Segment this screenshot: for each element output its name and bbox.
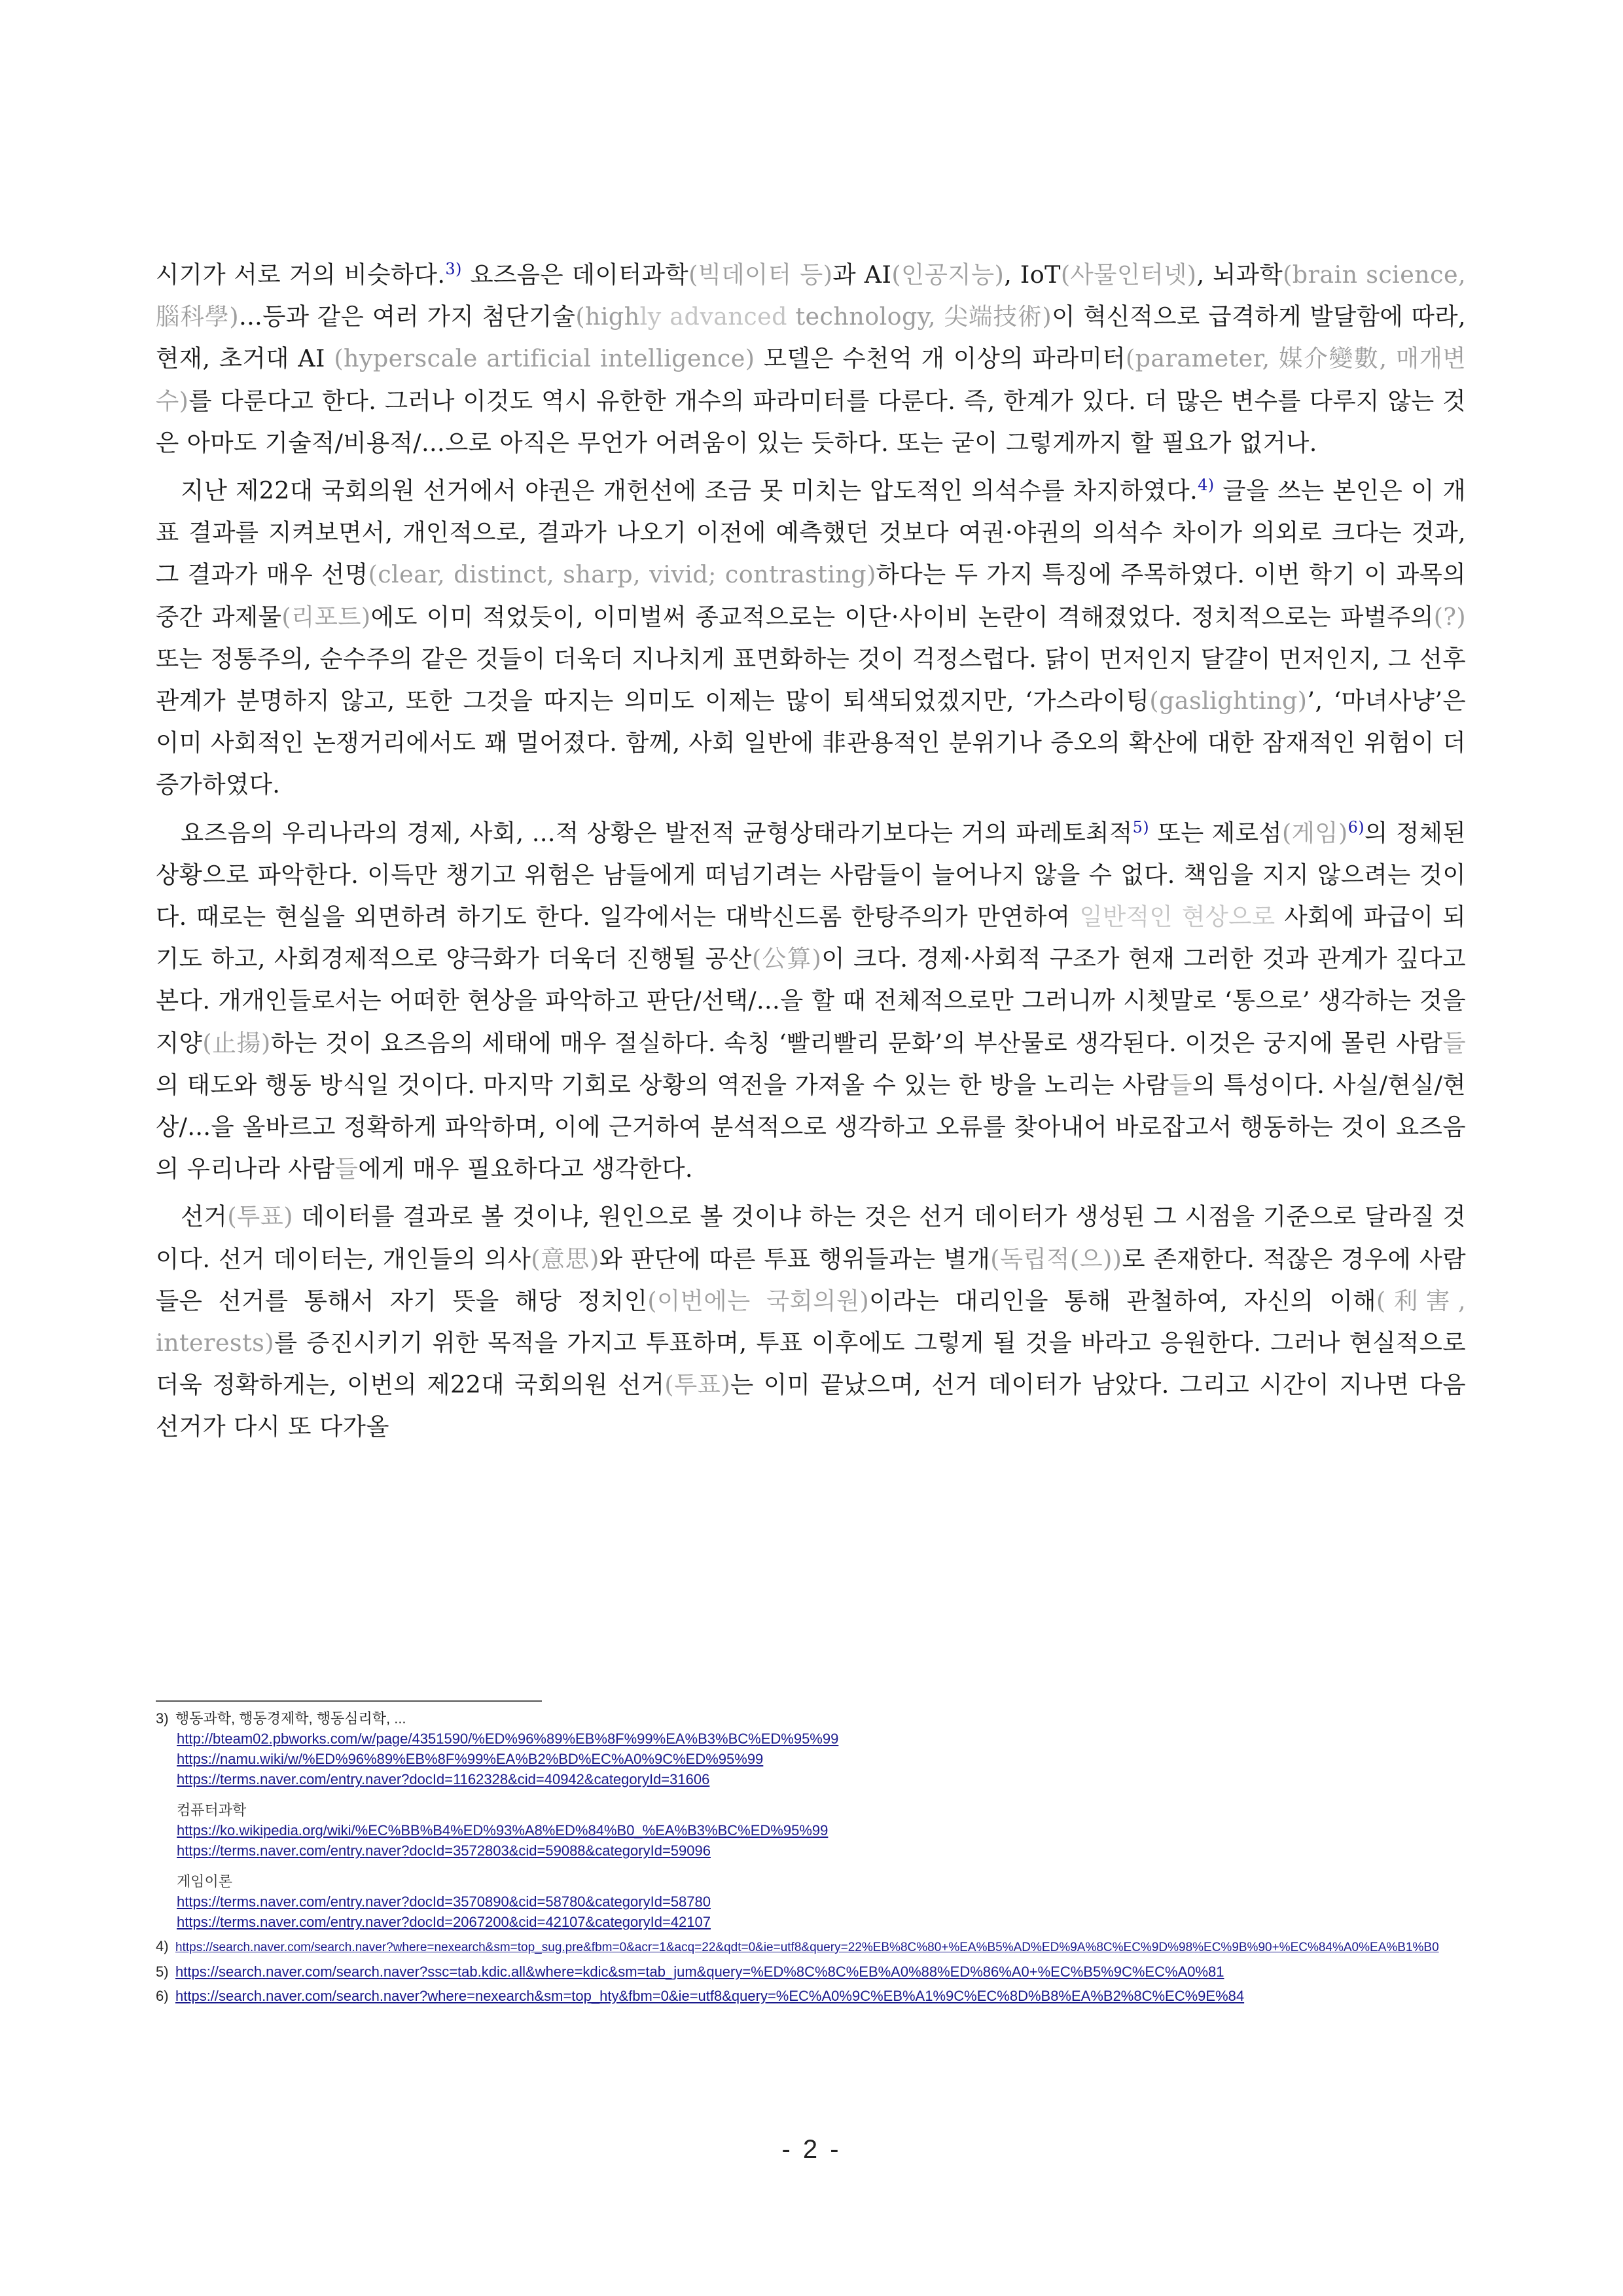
body-text-run: ...등과 같은 여러 가지 첨단기술 (239, 302, 576, 331)
footnote-subheading: 게임이론 (177, 1873, 233, 1890)
footnote-number: 4) (156, 1938, 169, 1954)
body-text-run: 의 특성이다. 사실/현실/현상/...을 올바르고 정확하게 파악하며, 이에 근거하여 분석적으로 생각하고 오류를 찾아내어 바로잡고서 행동하는 것이 요즈음의 우리나라 사람 (156, 1070, 1466, 1183)
annotation-text: (gaslighting) (1149, 687, 1308, 715)
annotation-text: (止揚) (202, 1028, 271, 1057)
body-text-run: 요즈음의 우리나라의 경제, 사회, ...적 상황은 발전적 균형상태라기보다는 거의 파레토최적 (181, 818, 1133, 847)
footnote-number: 5) (156, 1964, 169, 1980)
annotation-text: (투표) (664, 1371, 730, 1399)
footnotes (156, 1708, 1466, 2010)
footnote-reference: 5) (1132, 817, 1150, 836)
footnote-link[interactable]: https://search.naver.com/search.naver?where=nexearch&sm=top_hty&fbm=0&ie=utf8&query=%EC%A0%9C%EB%A1%9C%EC%8D%B8%EA%B2%8C%EC%9E%84 (175, 1988, 1245, 2004)
body-text-run: 하는 것이 요즈음의 세태에 매우 절실하다. 속칭 ‘빨리빨리 문화’의 부산물로 생각된다. 이것은 궁지에 몰린 사람 (270, 1028, 1443, 1057)
footnote-number: 6) (156, 1988, 169, 2004)
body-text-run: 또는 정통주의, 순수주의 같은 것들이 더욱더 지나치게 표면화하는 것이 걱정스럽다. 닭이 먼저인지 달걀이 먼저인지, 그 선후관계가 분명하지 않고, 또한 그것을 따지는 의미도 이제는 많이 퇴색되었겠지만, ‘가스라이팅 (156, 644, 1466, 715)
annotation-text: 들 (1442, 1028, 1466, 1057)
body-text-run: 를 증진시키기 위한 목적을 가지고 투표하며, 투표 이후에도 그렇게 될 것을 바라고 응원한다. 그러나 현실적으로 더욱 정확하게는, 이번의 제22대 국회의원 선거 (156, 1329, 1466, 1399)
paragraph-1 (156, 254, 1466, 464)
annotation-text: (parameter, 媒介變數, 매개변수) (156, 344, 1466, 415)
body-text-run: 또는 제로섬 (1149, 818, 1282, 847)
body-text-run: , 뇌과학 (1196, 260, 1283, 289)
body-text-run: , IoT (1004, 260, 1061, 289)
body-text-run: 에도 이미 적었듯이, 이미벌써 종교적으로는 이단·사이비 논란이 격해졌었다. 정치적으로는 파벌주의 (370, 602, 1434, 631)
body-text-run: 의 정체된 상황으로 파악한다. 이득만 챙기고 위험은 남들에게 떠넘기려는 사람들이 늘어나지 않을 수 없다. 책임을 지지 않으려는 것이다. 때로는 현실을 외면하려 하기도 한다. 일각에서는 대박신드롬 한탕주의가 만연하여 (156, 818, 1466, 931)
footnote-link[interactable]: https://terms.naver.com/entry.naver?docId=2067200&cid=42107&categoryId=42107 (177, 1914, 711, 1930)
body-text-run: 이 크다. 경제·사회적 구조가 현재 그러한 것과 관계가 깊다고 본다. 개개인들로서는 어떠한 현상을 파악하고 판단/선택/...을 할 때 전체적으로만 그러니까 시쳇말로 ‘통으로’ 생각하는 것을 지양 (156, 944, 1466, 1057)
annotation-text: (公算) (751, 944, 822, 973)
annotation-text: (이번에는 국회의원) (647, 1286, 870, 1315)
footnote-reference: 3) (445, 259, 462, 278)
annotation-text: 들 (1169, 1070, 1192, 1099)
footnote-link[interactable]: https://terms.naver.com/entry.naver?docId=1162328&cid=40942&categoryId=31606 (177, 1771, 710, 1787)
annotation-text: 일반적인 현상으로 (1079, 903, 1275, 931)
footnote-separator (156, 1700, 542, 1702)
body-text-run: 과 AI (832, 260, 892, 289)
footnote-reference: 4) (1198, 475, 1215, 494)
body-text-run: 글을 쓰는 본인은 이 개표 결과를 지켜보면서, 개인적으로, 결과가 나오기 이전에 예측했던 것보다 여권·야권의 의석수 차이가 의외로 크다는 것과, 그 결과가 매우 선명 (156, 476, 1466, 589)
body-text-run: 모델은 수천억 개 이상의 파라미터 (755, 344, 1126, 373)
annotation-text: 들 (334, 1155, 359, 1183)
body-text-run: 의 태도와 행동 방식일 것이다. 마지막 기회로 상황의 역전을 가져올 수 있는 한 방을 노리는 사람 (156, 1070, 1169, 1099)
footnote-subheading: 컴퓨터과학 (177, 1802, 247, 1818)
footnote-link[interactable]: https://search.naver.com/search.naver?ssc=tab.kdic.all&where=kdic&sm=tab_jum&query=%ED%8C%8C%EB%A0%88%ED%86%A0+%EC%B5%9C%EC%A0%81 (175, 1964, 1224, 1980)
footnote-reference: 6) (1347, 817, 1365, 836)
annotation-text: (brain science, 腦科學) (156, 260, 1467, 331)
body-text-run: 를 다룬다고 한다. 그러나 이것도 역시 유한한 개수의 파라미터를 다룬다. 즉, 한계가 있다. 더 많은 변수를 다루지 않는 것은 아마도 기술적/비용적/...으로 아직은 무언가 어려움이 있는 듯하다. 또는 굳이 그렇게까지 할 필요가 없거나. (156, 386, 1466, 457)
body-text-run: 이 혁신적으로 급격하게 발달함에 따라, 현재, 초거대 AI (156, 302, 1466, 373)
body-text-run: 로 존재한다. 적잖은 경우에 사람들은 선거를 통해서 자기 뜻을 해당 정치인 (156, 1244, 1466, 1315)
annotation-text: (意思) (531, 1244, 599, 1273)
annotation-text: (利害, interests) (156, 1286, 1466, 1357)
annotation-text: (리포트) (281, 602, 371, 631)
body-text-run: 이라는 대리인을 통해 관철하여, 자신의 이해 (869, 1286, 1376, 1315)
body-text-run: 사회에 파급이 되기도 하고, 사회경제적으로 양극화가 더욱더 진행될 공산 (156, 903, 1466, 973)
body-text-run: 선거 (181, 1202, 228, 1231)
footnote-6 (156, 1986, 1466, 2006)
body-text-run: ’, ‘마녀사냥’은 이미 사회적인 논쟁거리에서도 꽤 멀어졌다. 함께, 사회 일반에 非관용적인 분위기나 증오의 확산에 대한 잠재적인 위험이 더 증가하였다. (156, 687, 1466, 799)
body-text-run: 는 이미 끝났으며, 선거 데이터가 남았다. 그리고 시간이 지나면 다음 선거가 다시 또 다가올 (156, 1371, 1466, 1441)
annotation-text: technology, 尖端技術) (787, 302, 1052, 331)
annotation-text: (?) (1433, 602, 1466, 631)
annotation-text: ly advanced (639, 302, 787, 331)
annotation-text: (사물인터넷) (1060, 260, 1197, 289)
body-text-run: 하다는 두 가지 특징에 주목하였다. 이번 학기 이 과목의 중간 과제물 (156, 560, 1467, 631)
annotation-text: (게임) (1281, 818, 1348, 847)
paragraph-4 (156, 1196, 1466, 1448)
annotation-text: (인공지능) (891, 260, 1005, 289)
footnote-4 (156, 1936, 1466, 1958)
annotation-text: (high (575, 302, 640, 331)
footnote-link[interactable]: https://search.naver.com/search.naver?where=nexearch&sm=top_sug.pre&fbm=0&acr=1&acq=22&qdt=0&ie=utf8&query=22%EB%8C%80+%EA%B5%AD%ED%9A%8C%EC%9D%98%EC%9B%90+%EC%84%A0%EA%B1%B0 (175, 1941, 1439, 1954)
body-text-run: 요즈음은 데이터과학 (461, 260, 689, 289)
footnote-3 (156, 1708, 1466, 1932)
body-text-run: 시기가 서로 거의 비슷하다. (156, 260, 446, 289)
annotation-text: (투표) (227, 1202, 293, 1231)
body-text-run: 지난 제22대 국회의원 선거에서 야권은 개헌선에 조금 못 미치는 압도적인 의석수를 차지하였다. (181, 476, 1198, 505)
body-text-run: 와 판단에 따른 투표 행위들과는 별개 (599, 1244, 991, 1273)
footnote-link[interactable]: https://terms.naver.com/entry.naver?docId=3572803&cid=59088&categoryId=59096 (177, 1842, 711, 1859)
annotation-text: (독립적(으)) (990, 1244, 1122, 1273)
paragraph-2 (156, 470, 1466, 806)
footnote-text: 행동과학, 행동경제학, 행동심리학, ... (175, 1710, 406, 1727)
body-text (156, 254, 1466, 1454)
body-text-run: 에게 매우 필요하다고 생각한다. (358, 1155, 693, 1183)
annotation-text: (clear, distinct, sharp, vivid; contrasting) (368, 560, 876, 589)
footnote-link[interactable]: https://namu.wiki/w/%ED%96%89%EB%8F%99%EA%B2%BD%EC%A0%9C%ED%95%99 (177, 1751, 764, 1767)
footnote-number: 3) (156, 1710, 169, 1727)
page-number: - 2 - (781, 2135, 842, 2164)
body-text-run: 데이터를 결과로 볼 것이냐, 원인으로 볼 것이냐 하는 것은 선거 데이터가 생성된 그 시점을 기준으로 달라질 것이다. 선거 데이터는, 개인들의 의사 (156, 1202, 1466, 1273)
footnote-link[interactable]: http://bteam02.pbworks.com/w/page/4351590/%ED%96%89%EB%8F%99%EA%B3%BC%ED%95%99 (177, 1731, 839, 1747)
footnote-link[interactable]: https://ko.wikipedia.org/wiki/%EC%BB%B4%ED%93%A8%ED%84%B0_%EA%B3%BC%ED%95%99 (177, 1822, 829, 1839)
paragraph-3 (156, 812, 1466, 1191)
annotation-text: (빅데이터 등) (688, 260, 833, 289)
annotation-text: (hyperscale artificial intelligence) (334, 344, 755, 373)
footnote-link[interactable]: https://terms.naver.com/entry.naver?docId=3570890&cid=58780&categoryId=58780 (177, 1893, 711, 1910)
footnote-5 (156, 1962, 1466, 1982)
